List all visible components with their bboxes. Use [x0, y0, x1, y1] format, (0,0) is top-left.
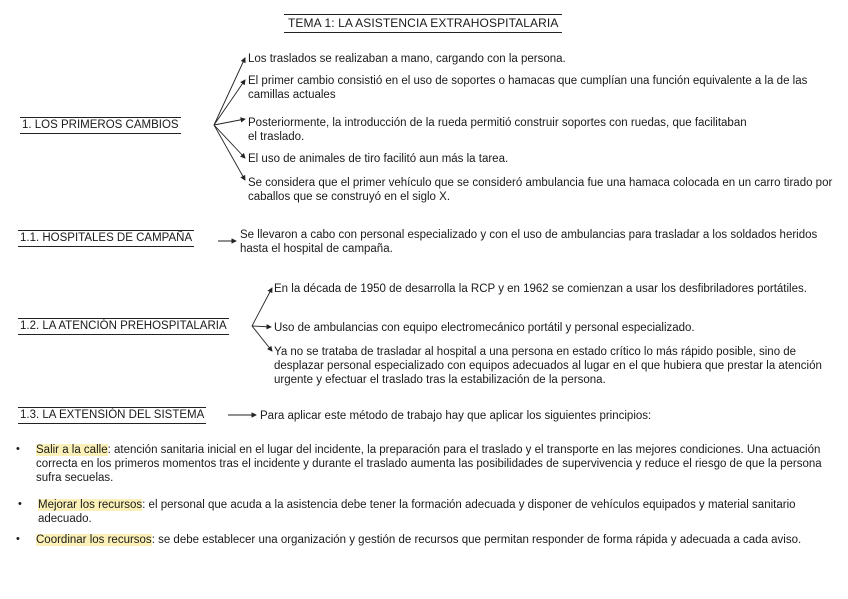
section-1-1-text: Se llevaron a cabo con personal especializado y con el uso de ambulancias para trasladar a los soldados heridos hasta el hospital de campaña.: [240, 229, 818, 255]
section-1-item: El primer cambio consistió en el uso de soportes o hamacas que cumplían una función equivalente a la de las camillas actuales: [248, 75, 808, 101]
principle-term: Coordinar los recursos: [36, 534, 152, 546]
principle-term: Mejorar los recursos: [38, 499, 143, 511]
section-1-3-heading: 1.3. LA EXTENSIÓN DEL SISTEMA: [18, 407, 206, 424]
section-1-heading: 1. LOS PRIMEROS CAMBIOS: [20, 117, 181, 134]
principle-term: Salir a la calle: [36, 444, 108, 456]
section-1-item: El uso de animales de tiro facilitó aun más la tarea.: [248, 153, 509, 165]
principle-text: : se debe establecer una organización y gestión de recursos que permitan responder de forma rápida y adecuada a cada aviso.: [151, 534, 802, 546]
section-1-item: Posteriormente, la introducción de la rueda permitió construir soportes con ruedas, que facilitaban el traslado.: [248, 117, 747, 143]
principle-text: : el personal que acuda a la asistencia debe tener la formación adecuada y disponer de vehículos equipados y material sanitario adecuado.: [38, 499, 796, 525]
page-title: TEMA 1: LA ASISTENCIA EXTRAHOSPITALARIA: [284, 14, 562, 33]
principle-item: [36, 443, 826, 485]
section-1-2-item: Ya no se trataba de trasladar al hospital a una persona en estado crítico lo más rápido posible, sino de desplazar personal especializado con equipos adecuados al lugar en el que hubiera que prestar la atención urgente y efectuar el traslado tras la estabilización de la persona.: [274, 346, 822, 386]
section-1-2-item: En la década de 1950 de desarrolla la RCP y en 1962 se comienzan a usar los desfibriladores portátiles.: [274, 283, 807, 295]
section-1-item: Los traslados se realizaban a mano, cargando con la persona.: [248, 53, 566, 65]
principle-item: [38, 498, 828, 526]
bullet-icon: •: [16, 443, 20, 455]
principle-text: : atención sanitaria inicial en el lugar del incidente, la preparación para el traslado y el transporte en las mejores condiciones. Una actuación correcta en los primeros momentos tras el incidente y durante el traslado aumenta las posibilidades de supervivencia y reduce el riesgo de que la persona sufra secuelas.: [36, 444, 822, 484]
section-1-2-item: Uso de ambulancias con equipo electromecánico portátil y personal especializado.: [274, 322, 695, 334]
bullet-icon: •: [18, 498, 22, 510]
section-1-1-heading: 1.1. HOSPITALES DE CAMPAÑA: [18, 230, 194, 247]
principle-item: [36, 533, 841, 547]
section-1-2-heading: 1.2. LA ATENCIÓN PREHOSPITALARIA: [18, 318, 229, 335]
bullet-icon: •: [16, 533, 20, 545]
section-1-item: Se considera que el primer vehículo que se consideró ambulancia fue una hamaca colocada en un carro tirado por caballos que se construyó en el siglo X.: [248, 177, 833, 203]
section-1-3-text: Para aplicar este método de trabajo hay que aplicar los siguientes principios:: [260, 410, 652, 422]
